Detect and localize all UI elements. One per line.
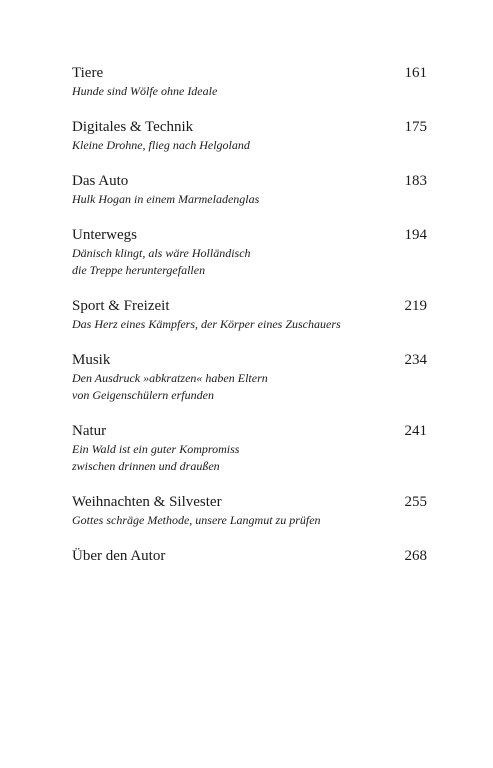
entry-subtitle-line-1: Ein Wald ist ein guter Kompromiss: [72, 442, 240, 456]
entry-page-number: 219: [404, 298, 427, 314]
entry-title: Unterwegs: [72, 227, 137, 243]
entry-subtitle-line-1: Dänisch klingt, als wäre Holländisch: [72, 246, 251, 260]
entry-title: Musik: [72, 352, 111, 368]
table-of-contents: [72, 64, 427, 584]
entry-subtitle: Gottes schräge Methode, unsere Langmut zu prüfen: [72, 513, 321, 527]
toc-entry-tiere: [72, 64, 427, 100]
entry-subtitle-line-2: die Treppe heruntergefallen: [72, 263, 206, 277]
entry-page-number: 183: [404, 173, 427, 189]
entry-page-number: 175: [404, 119, 427, 135]
entry-page-number: 255: [404, 494, 427, 510]
entry-title: Digitales & Technik: [72, 119, 194, 135]
toc-entry-das-auto: [72, 172, 427, 208]
toc-entry-sport-freizeit: [72, 297, 427, 333]
entry-page-number: 161: [404, 65, 427, 81]
toc-entry-musik: [72, 351, 427, 404]
entry-page-number: 234: [404, 352, 427, 368]
entry-title: Sport & Freizeit: [72, 298, 170, 314]
entry-page-number: 194: [404, 227, 427, 243]
toc-entry-natur: [72, 422, 427, 475]
entry-title: Tiere: [72, 65, 104, 81]
toc-entry-unterwegs: [72, 226, 427, 279]
entry-page-number: 268: [404, 548, 427, 564]
entry-subtitle-line-2: von Geigenschülern erfunden: [72, 388, 214, 402]
entry-subtitle: Das Herz eines Kämpfers, der Körper eines Zuschauers: [72, 317, 341, 331]
entry-subtitle: Hunde sind Wölfe ohne Ideale: [72, 84, 218, 98]
entry-title: Natur: [72, 423, 107, 439]
entry-subtitle-line-2: zwischen drinnen und draußen: [72, 459, 220, 473]
entry-subtitle-line-1: Den Ausdruck »abkratzen« haben Eltern: [72, 371, 268, 385]
toc-entry-ueber-den-autor: [72, 547, 427, 566]
entry-title: Weihnachten & Silvester: [72, 494, 222, 510]
toc-entry-digitales-technik: [72, 118, 427, 154]
toc-entry-weihnachten-silvester: [72, 493, 427, 529]
entry-subtitle: Kleine Drohne, flieg nach Helgoland: [72, 138, 250, 152]
entry-subtitle: Hulk Hogan in einem Marmeladenglas: [72, 192, 260, 206]
entry-page-number: 241: [404, 423, 427, 439]
entry-title: Das Auto: [72, 173, 129, 189]
entry-title: Über den Autor: [72, 548, 166, 564]
